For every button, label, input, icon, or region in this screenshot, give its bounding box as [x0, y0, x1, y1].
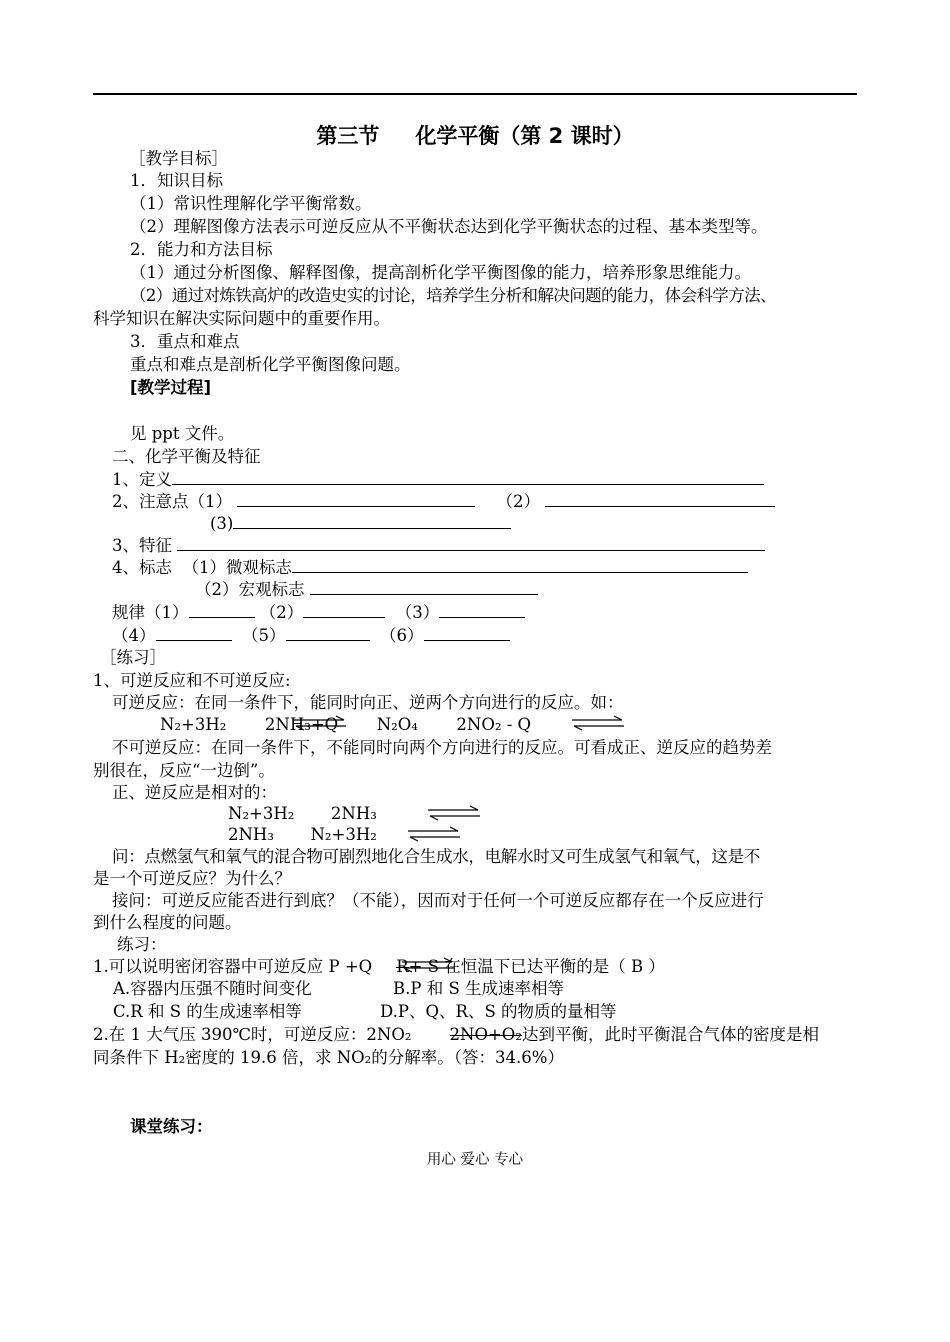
equation-line-3: 2NH₃ N₂+3H₂ [228, 825, 377, 844]
section-2-title: 二、化学平衡及特征 [112, 447, 261, 466]
equilibrium-arrow-icon [426, 804, 482, 822]
equilibrium-arrow-icon [292, 714, 348, 732]
rule-line-1: 规律（1） （2） （3） [112, 601, 525, 624]
practice-header: ［练习］ [100, 648, 166, 667]
page-footer: 用心 爱心 专心 [426, 1152, 524, 1168]
irreversible-definition: 不可逆反应：在同一条件下，不能同时向两个方向进行的反应。可看成正、逆反应的趋势差 [112, 738, 772, 757]
feature-line: 3、特征 [112, 534, 765, 557]
page-title: 第三节 化学平衡（第 2 课时） [316, 124, 634, 148]
question-2-cont: 到什么程度的问题。 [93, 913, 242, 932]
exercise-2: 2.在 1 大气压 390℃时，可逆反应：2NO₂ 2NO+O₂达到平衡，此时平衡混合气体的密度是相 [93, 1025, 819, 1044]
keypoint-text: 重点和难点是剖析化学平衡图像问题。 [130, 355, 411, 374]
mark-line: 4、标志 （1）微观标志 [112, 556, 748, 579]
knowledge-goal-1: （1）常识性理解化学平衡常数。 [130, 194, 372, 213]
equilibrium-arrow-icon [406, 825, 462, 843]
ability-goal-1: （1）通过分析图像、解释图像，提高剖析化学平衡图像的能力，培养形象思维能力。 [130, 263, 751, 282]
question-1-cont: 是一个可逆反应？为什么？ [93, 869, 291, 888]
ability-goal-2: （2）通过对炼铁高炉的改造史实的讨论，培养学生分析和解决问题的能力，体会科学方法、 [130, 286, 776, 305]
process-header: [教学过程] [130, 378, 212, 397]
question-1: 问：点燃氢气和氧气的混合物可剧烈地化合生成水，电解水时又可生成氢气和氧气，这是不 [112, 847, 761, 866]
ability-goal-title: 2．能力和方法目标 [130, 240, 273, 259]
macro-mark-line: （2）宏观标志 [195, 578, 538, 601]
exercise-2-cont: 同条件下 H₂密度的 19.6 倍，求 NO₂的分解率。（答：34.6%） [93, 1048, 564, 1067]
notes-line: 2、注意点（1） （2） [112, 490, 775, 513]
goals-header: ［教学目标］ [129, 149, 228, 168]
question-2: 接问：可逆反应能否进行到底？（不能），因而对于任何一个可逆反应都存在一个反应进行 [112, 891, 764, 910]
classwork-title: 课堂练习： [130, 1117, 213, 1136]
notes-line-3: (3) [210, 512, 511, 535]
exercise-title: 练习： [117, 935, 167, 954]
header-rule [93, 93, 857, 95]
option-a: A.容器内压强不随时间变化 [113, 979, 312, 998]
rule-line-2: （4） （5） （6） [112, 624, 510, 647]
keypoint-title: 3．重点和难点 [130, 332, 240, 351]
equation-line-2: N₂+3H₂ 2NH₃ [228, 804, 377, 823]
option-b: B.P 和 S 生成速率相等 [393, 979, 565, 998]
option-c: C.R 和 S 的生成速率相等 [113, 1002, 302, 1021]
equation-line-1: N₂+3H₂ 2NH₃+Q N₂O₄ 2NO₂ - Q [160, 715, 532, 734]
equilibrium-arrow-icon [570, 714, 626, 732]
reversible-definition: 可逆反应：在同一条件下，能同时向正、逆两个方向进行的反应。如： [112, 693, 624, 712]
knowledge-goal-2: （2）理解图像方法表示可逆反应从不平衡状态达到化学平衡状态的过程、基本类型等。 [130, 217, 768, 236]
ability-goal-2-cont: 科学知识在解决实际问题中的重要作用。 [93, 309, 390, 328]
irreversible-definition-cont: 别很在，反应“一边倒”。 [93, 761, 275, 780]
relative-title: 正、逆反应是相对的： [112, 783, 277, 802]
knowledge-goal-title: 1．知识目标 [130, 171, 223, 190]
definition-line: 1、定义 [112, 468, 764, 491]
equilibrium-arrow-icon [400, 956, 456, 974]
practice-1-title: 1、可逆反应和不可逆反应: [93, 671, 291, 690]
see-ppt: 见 ppt 文件。 [130, 424, 235, 443]
exercise-1: 1.可以说明密闭容器中可逆反应 P +Q R+ S 在恒温下已达平衡的是（ B ） [93, 957, 665, 976]
option-d: D.P、Q、R、S 的物质的量相等 [380, 1002, 617, 1021]
